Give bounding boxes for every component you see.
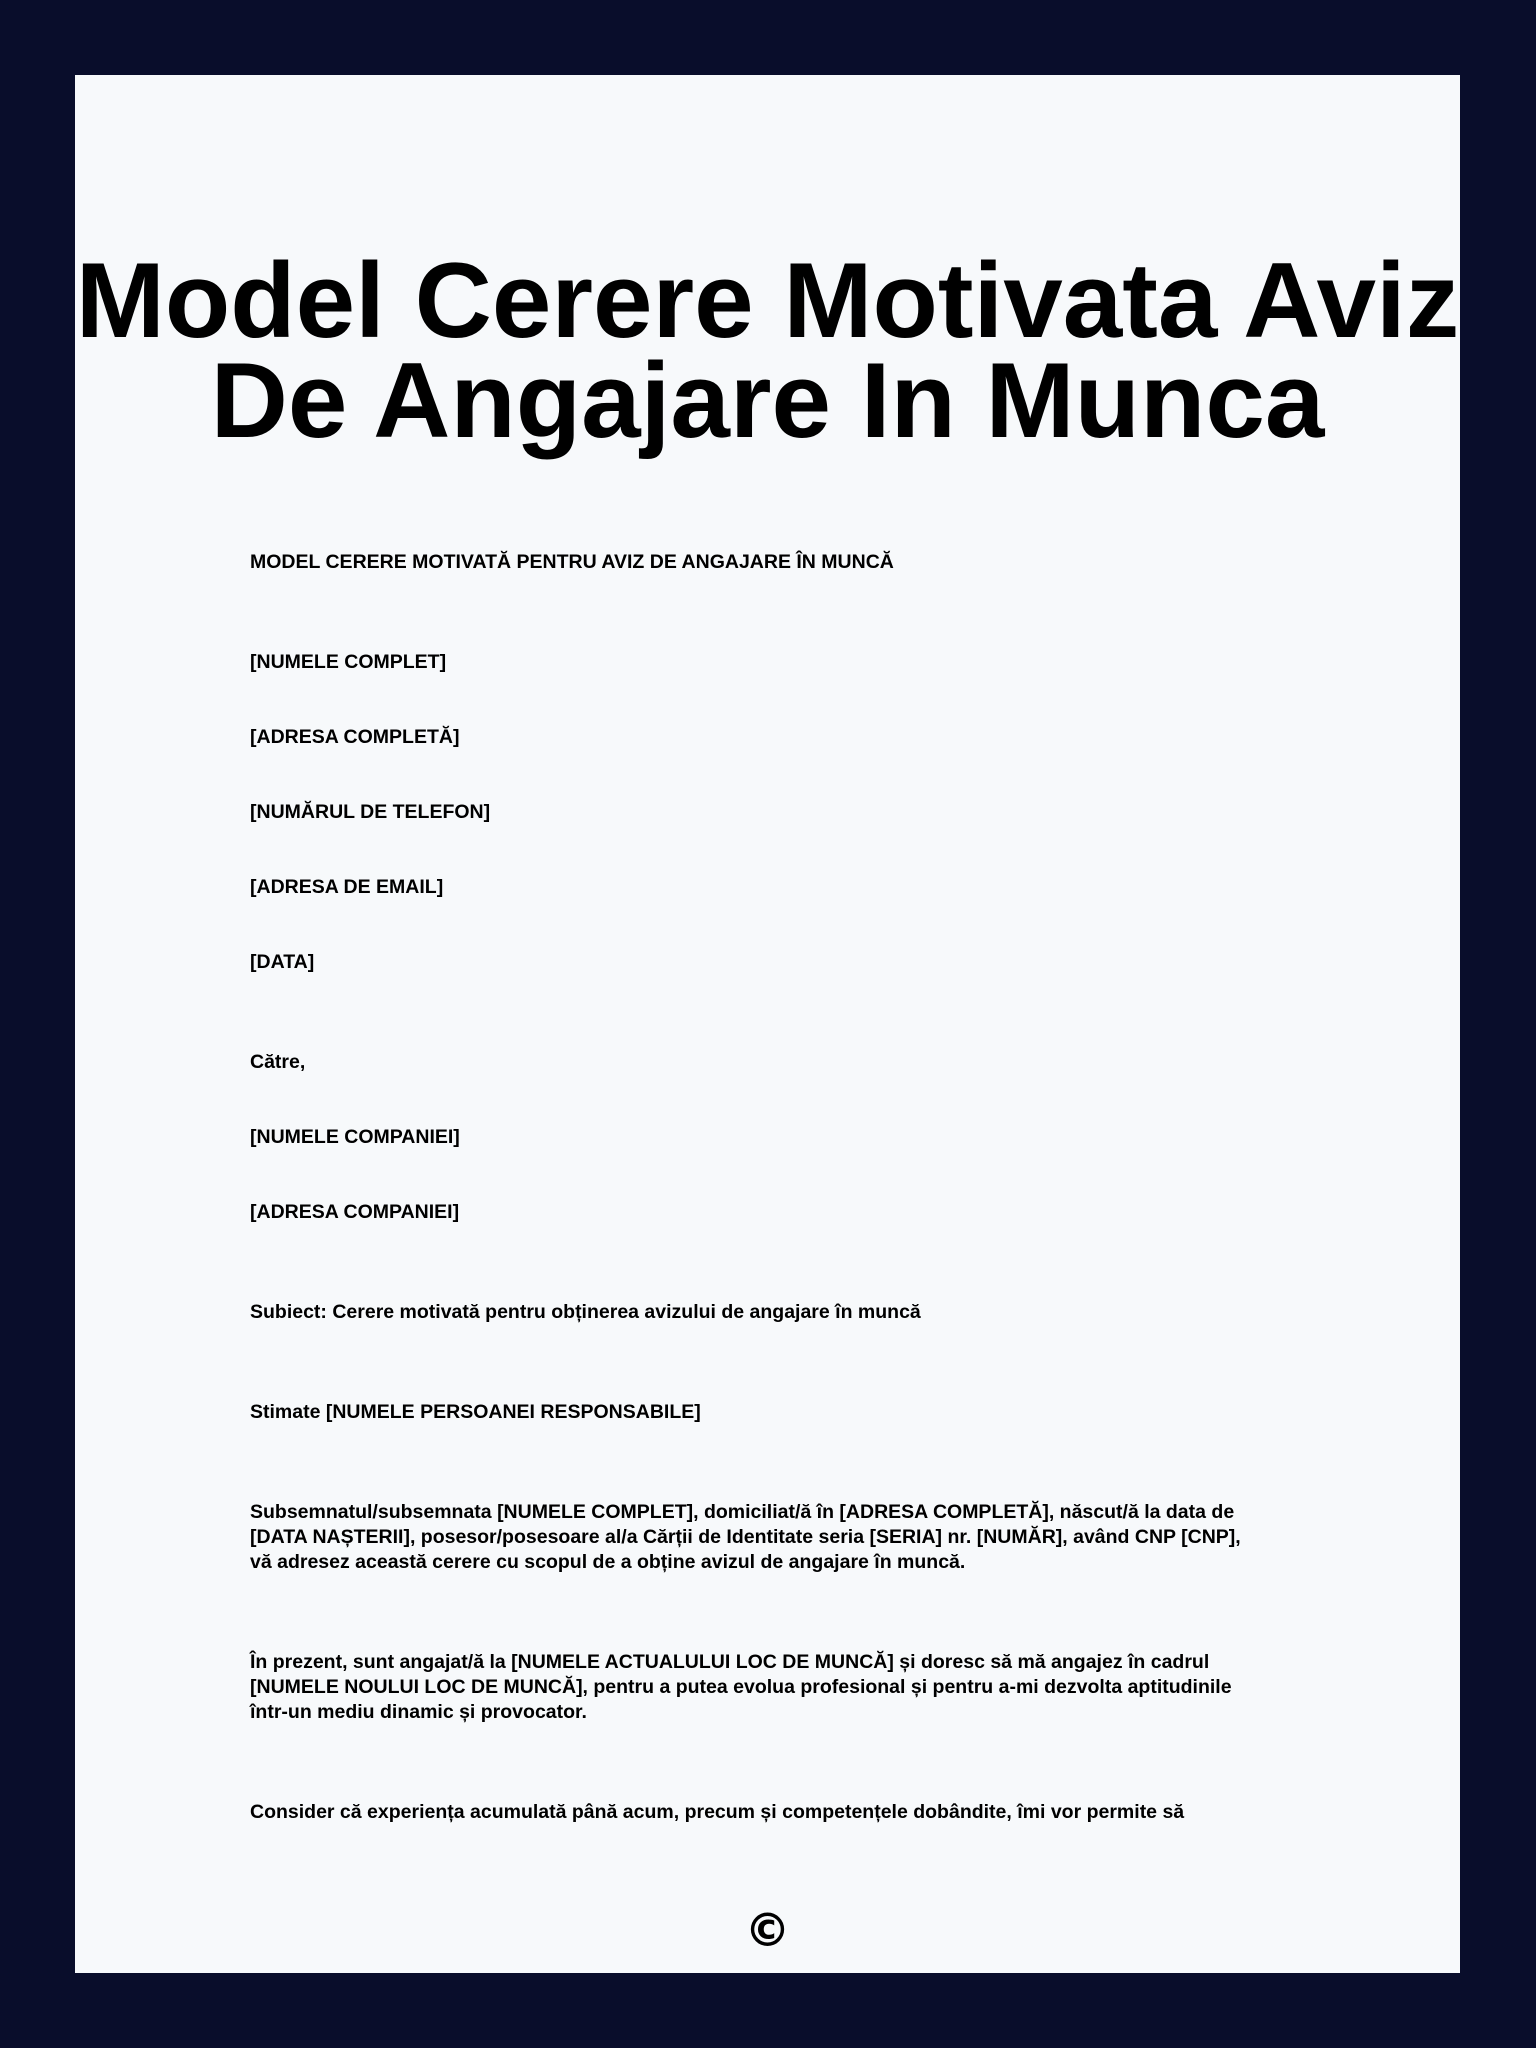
letter-heading: MODEL CERERE MOTIVATĂ PENTRU AVIZ DE ANGAJARE ÎN MUNCĂ [250, 551, 894, 573]
sender-address: [ADRESA COMPLETĂ] [250, 726, 460, 748]
sender-email: [ADRESA DE EMAIL] [250, 876, 444, 898]
sender-name: [NUMELE COMPLET] [250, 651, 447, 673]
recipient-company-address: [ADRESA COMPANIEI] [250, 1201, 460, 1223]
copyright-icon: © [744, 1903, 791, 1957]
letter-salutation: Stimate [NUMELE PERSOANEI RESPONSABILE] [250, 1401, 701, 1423]
paragraph-3: Consider că experiența acumulată până acum, precum și competențele dobândite, îmi vor permite să [250, 1801, 1185, 1823]
paragraph-1: Subsemnatul/subsemnata [NUMELE COMPLET], domiciliat/ă în [ADRESA COMPLETĂ], născut/ă la data de [DATA NAȘTERII], posesor/posesoare al/a Cărții de Identitate seria [SERIA] nr. [NUMĂR], având CNP [CNP], vă adresez această cerere cu scopul de a obține avizul de angajare în muncă. [250, 1501, 1241, 1573]
recipient-company-name: [NUMELE COMPANIEI] [250, 1126, 460, 1148]
sender-phone: [NUMĂRUL DE TELEFON] [250, 801, 491, 823]
document-title: Model Cerere Motivata Aviz De Angajare In Munca [75, 240, 1460, 460]
recipient-to: Către, [250, 1051, 306, 1073]
letter-subject: Subiect: Cerere motivată pentru obținerea avizului de angajare în muncă [250, 1301, 921, 1323]
paragraph-2: În prezent, sunt angajat/ă la [NUMELE ACTUALULUI LOC DE MUNCĂ] și doresc să mă angajez în cadrul [NUMELE NOULUI LOC DE MUNCĂ], pentru a putea evolua profesional și pentru a-mi dezvolta aptitudinile într-un mediu dinamic și provocator. [250, 1651, 1232, 1723]
document-page [75, 75, 1460, 1973]
letter-date: [DATA] [250, 951, 315, 973]
